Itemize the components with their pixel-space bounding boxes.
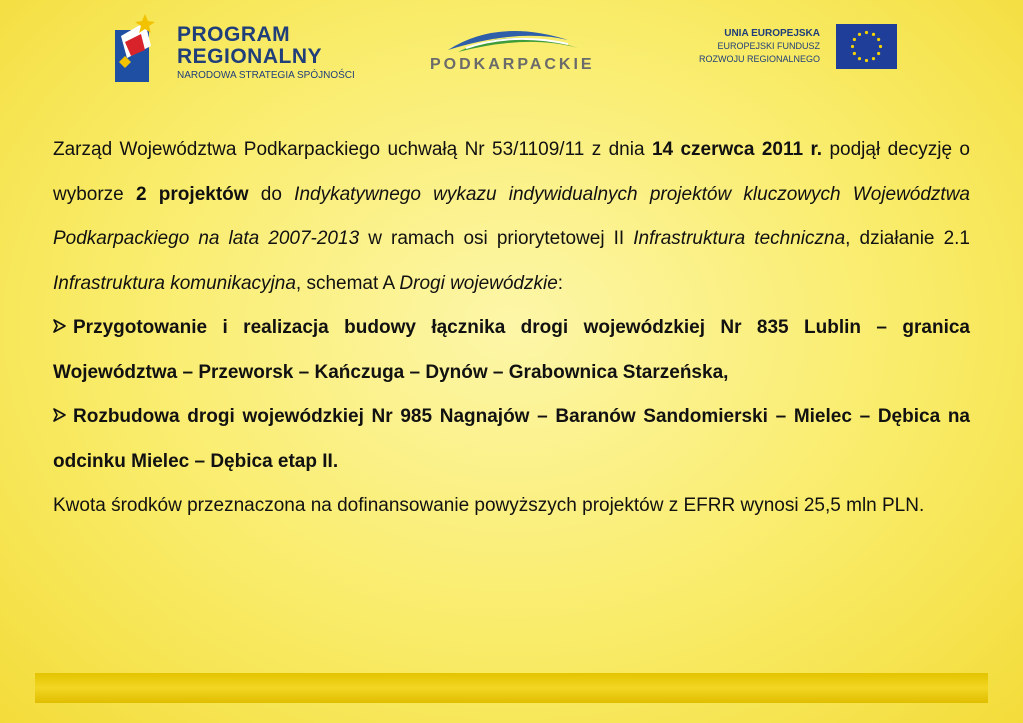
intro-date: 14 czerwca 2011 r. (651, 139, 823, 160)
eu-star (853, 38, 856, 41)
eu-star (858, 33, 861, 36)
main-text (53, 128, 970, 529)
eu-star (865, 59, 868, 62)
intro-projects-count: 2 projektów (136, 183, 249, 205)
program-logo-line1: PROGRAM (177, 23, 291, 46)
intro-text-13: : (557, 272, 564, 294)
eu-star (877, 38, 880, 41)
program-logo-line2: REGIONALNY (177, 45, 323, 68)
project-item-1 (53, 306, 970, 395)
intro-paragraph (53, 128, 970, 306)
eu-star (879, 45, 882, 48)
arrow-bullet-icon (53, 395, 67, 440)
eu-logo-line2: EUROPEJSKI FUNDUSZ (717, 41, 820, 51)
intro-text-5: do (248, 183, 295, 205)
intro-text-7: w ramach osi priorytetowej II (359, 228, 634, 249)
intro-text-11: , schemat A (295, 272, 400, 294)
intro-text-1: Zarząd Województwa Podkarpackiego uchwałą Nr 53/1109/11 z dnia (53, 139, 652, 160)
project-item-2 (53, 395, 970, 484)
project-item-2-text: Rozbudowa drogi wojewódzkiej Nr 985 Nagnajów – Baranów Sandomierski – Mielec – Dębica na odcinku Mielec – Dębica etap II. (53, 406, 970, 472)
eu-star (872, 33, 875, 36)
program-logo-line3: NARODOWA STRATEGIA SPÓJNOŚCI (177, 70, 355, 81)
eu-logo-line3: ROZWOJU REGIONALNEGO (698, 54, 820, 64)
intro-text-9: , działanie 2.1 (845, 228, 970, 249)
intro-text-3: podjął decyzję o wyborze (53, 139, 970, 205)
intro-scheme-name: Drogi wojewódzkie (399, 272, 558, 294)
podkarpackie-hills-icon (428, 18, 593, 58)
arrow-bullet-icon (53, 306, 67, 351)
project-item-1-text: Przygotowanie i realizacja budowy łącznika drogi wojewódzkiej Nr 835 Lublin – granica Województwa – Przeworsk – Kańczuga – Dynów – Grabownica Starzeńska, (53, 317, 970, 383)
closing-paragraph: Kwota środków przeznaczona na dofinansowanie powyższych projektów z EFRR wynosi 25,5 mln PLN. (53, 495, 925, 516)
eu-star (877, 52, 880, 55)
program-regionalny-flag-icon (115, 12, 163, 82)
bottom-decorative-bar (35, 673, 988, 703)
intro-list-name: Indykatywnego wykazu indywidualnych projektów kluczowych Województwa Podkarpackiego na lata 2007-2013 (53, 183, 970, 249)
intro-axis-name: Infrastruktura techniczna (633, 228, 846, 249)
program-regionalny-logo (115, 12, 355, 87)
header (0, 0, 1023, 110)
eu-star (872, 57, 875, 60)
podkarpackie-logo (428, 18, 593, 78)
eu-star (851, 45, 854, 48)
eu-star (865, 31, 868, 34)
eu-flag-icon (836, 24, 897, 69)
eu-star (858, 57, 861, 60)
intro-action-name: Infrastruktura komunikacyjna (53, 272, 296, 294)
eu-logo-line1: UNIA EUROPEJSKA (724, 28, 820, 39)
eu-logo-text (690, 27, 820, 66)
podkarpackie-label: PODKARPACKIE (430, 56, 595, 73)
eu-star (853, 52, 856, 55)
